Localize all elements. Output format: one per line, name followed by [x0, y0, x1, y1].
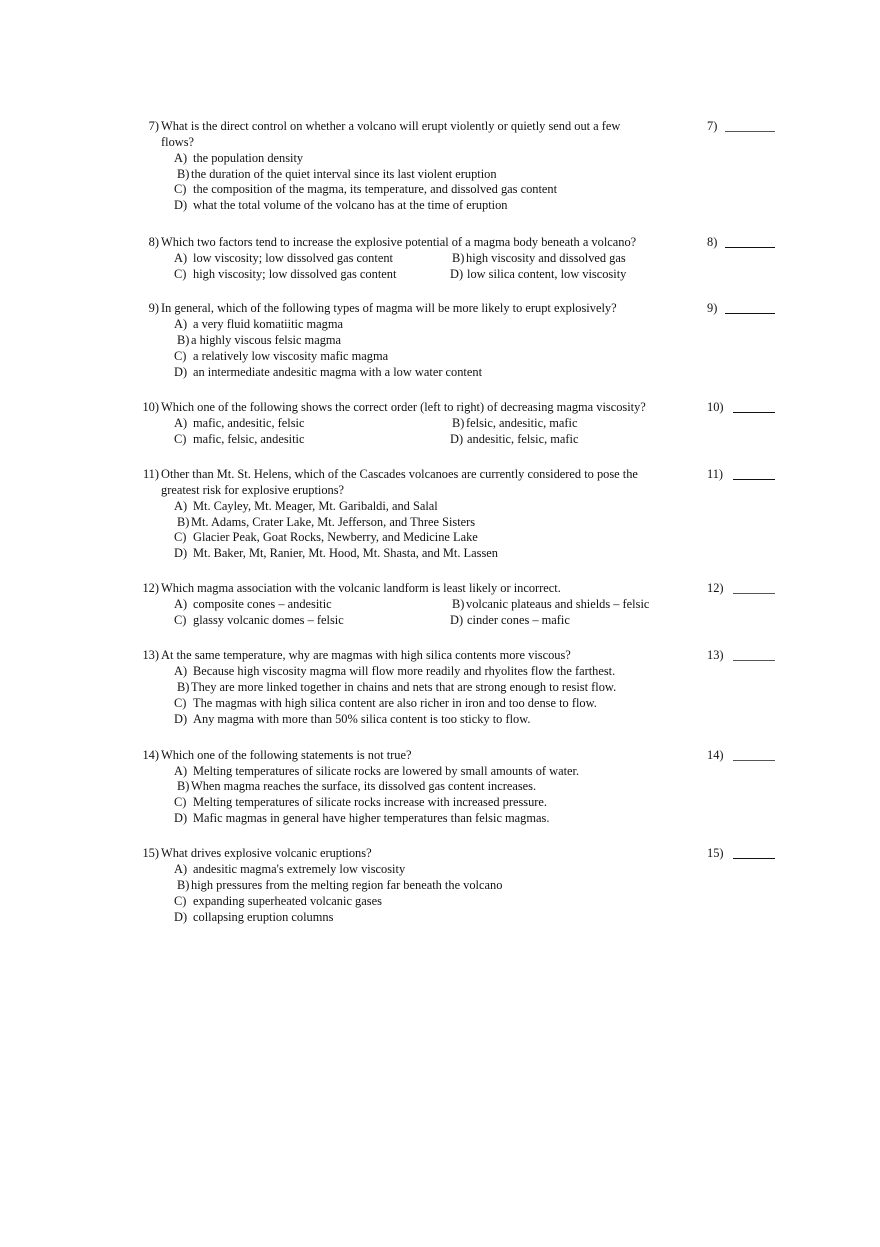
option-letter: B): [177, 167, 190, 181]
option-letter: C): [174, 795, 187, 809]
option-text: Mt. Cayley, Mt. Meager, Mt. Garibaldi, and Salal: [193, 499, 438, 513]
option-text: a very fluid komatiitic magma: [193, 317, 344, 331]
option-text: high viscosity and dissolved gas: [466, 251, 626, 265]
question-number: 12): [142, 581, 159, 595]
option-letter: A): [174, 862, 188, 876]
option-letter: B): [177, 333, 190, 347]
question-stem: In general, which of the following types of magma will be more likely to erupt explosively?: [161, 301, 617, 315]
option-text: volcanic plateaus and shields – felsic: [466, 597, 650, 611]
option-letter: C): [174, 267, 187, 281]
question-stem: What drives explosive volcanic eruptions?: [161, 846, 372, 860]
question-number: 8): [148, 235, 159, 249]
option-text: mafic, andesitic, felsic: [193, 416, 305, 430]
option-text: the composition of the magma, its temperature, and dissolved gas content: [193, 182, 558, 196]
option-letter: A): [174, 664, 188, 678]
question-stem: What is the direct control on whether a volcano will erupt violently or quietly send out a few: [161, 119, 621, 133]
option-letter: D): [174, 365, 188, 379]
option-text: low silica content, low viscosity: [467, 267, 627, 281]
option-letter: C): [174, 696, 187, 710]
option-text: mafic, felsic, andesitic: [193, 432, 305, 446]
option-letter: D): [450, 613, 464, 627]
option-text: glassy volcanic domes – felsic: [193, 613, 344, 627]
question-stem: At the same temperature, why are magmas with high silica contents more viscous?: [161, 648, 571, 662]
option-letter: B): [177, 515, 190, 529]
answer-label: 13): [707, 648, 724, 662]
option-text: expanding superheated volcanic gases: [193, 894, 382, 908]
option-text: a highly viscous felsic magma: [191, 333, 342, 347]
option-text: Glacier Peak, Goat Rocks, Newberry, and Medicine Lake: [193, 530, 478, 544]
answer-blank[interactable]: [733, 479, 775, 480]
option-text: low viscosity; low dissolved gas content: [193, 251, 393, 265]
option-letter: C): [174, 349, 187, 363]
answer-label: 14): [707, 748, 724, 762]
option-text: Melting temperatures of silicate rocks increase with increased pressure.: [193, 795, 548, 809]
option-letter: A): [174, 597, 188, 611]
option-letter: D): [174, 910, 188, 924]
option-letter: B): [177, 680, 190, 694]
option-text: high viscosity; low dissolved gas content: [193, 267, 397, 281]
option-letter: B): [452, 416, 465, 430]
option-text: andesitic magma's extremely low viscosity: [193, 862, 406, 876]
option-text: high pressures from the melting region far beneath the volcano: [191, 878, 503, 892]
question-stem: Which one of the following shows the correct order (left to right) of decreasing magma viscosity?: [161, 400, 646, 414]
question-number: 7): [148, 119, 159, 133]
option-text: collapsing eruption columns: [193, 910, 334, 924]
question-number: 14): [142, 748, 159, 762]
option-text: the population density: [193, 151, 304, 165]
option-letter: C): [174, 432, 187, 446]
answer-blank[interactable]: [733, 760, 775, 761]
answer-blank[interactable]: [725, 247, 775, 248]
question-stem: Which two factors tend to increase the explosive potential of a magma body beneath a volcano?: [161, 235, 637, 249]
option-text: an intermediate andesitic magma with a low water content: [193, 365, 483, 379]
option-letter: A): [174, 499, 188, 513]
option-text: Mafic magmas in general have higher temperatures than felsic magmas.: [193, 811, 550, 825]
question-stem: Which one of the following statements is not true?: [161, 748, 412, 762]
option-letter: D): [450, 432, 464, 446]
option-text: Any magma with more than 50% silica content is too sticky to flow.: [193, 712, 531, 726]
option-text: a relatively low viscosity mafic magma: [193, 349, 389, 363]
option-text: what the total volume of the volcano has at the time of eruption: [193, 198, 508, 212]
option-text: Mt. Baker, Mt, Ranier, Mt. Hood, Mt. Shasta, and Mt. Lassen: [193, 546, 498, 560]
option-letter: D): [174, 546, 188, 560]
answer-label: 11): [707, 467, 724, 481]
answer-blank[interactable]: [725, 313, 775, 314]
question-number: 11): [142, 467, 159, 481]
answer-blank[interactable]: [733, 593, 775, 594]
answer-label: 15): [707, 846, 724, 860]
answer-blank[interactable]: [733, 858, 775, 859]
answer-label: 12): [707, 581, 724, 595]
option-letter: D): [174, 712, 188, 726]
option-letter: C): [174, 530, 187, 544]
option-text: composite cones – andesitic: [193, 597, 332, 611]
question-stem: Which magma association with the volcanic landform is least likely or incorrect.: [161, 581, 561, 595]
question-number: 13): [142, 648, 159, 662]
answer-label: 10): [707, 400, 724, 414]
option-letter: D): [174, 198, 188, 212]
option-text: Mt. Adams, Crater Lake, Mt. Jefferson, and Three Sisters: [191, 515, 476, 529]
question-number: 15): [142, 846, 159, 860]
answer-label: 8): [707, 235, 718, 249]
option-text: When magma reaches the surface, its dissolved gas content increases.: [191, 779, 537, 793]
option-letter: B): [177, 779, 190, 793]
option-text: Melting temperatures of silicate rocks are lowered by small amounts of water.: [193, 764, 580, 778]
question-stem-continued: greatest risk for explosive eruptions?: [161, 483, 345, 497]
option-letter: B): [452, 597, 465, 611]
answer-blank[interactable]: [733, 412, 775, 413]
option-letter: B): [452, 251, 465, 265]
option-text: They are more linked together in chains and nets that are strong enough to resist flow.: [191, 680, 617, 694]
option-text: the duration of the quiet interval since its last violent eruption: [191, 167, 497, 181]
answer-blank[interactable]: [725, 131, 775, 132]
option-text: felsic, andesitic, mafic: [466, 416, 578, 430]
answer-label: 9): [707, 301, 718, 315]
option-letter: C): [174, 894, 187, 908]
option-text: cinder cones – mafic: [467, 613, 570, 627]
answer-blank[interactable]: [733, 660, 775, 661]
option-letter: C): [174, 613, 187, 627]
question-number: 9): [148, 301, 159, 315]
question-stem: Other than Mt. St. Helens, which of the Cascades volcanoes are currently considered to pose the: [161, 467, 638, 481]
option-text: The magmas with high silica content are also richer in iron and too dense to flow.: [193, 696, 597, 710]
option-text: Because high viscosity magma will flow more readily and rhyolites flow the farthest.: [193, 664, 616, 678]
option-letter: A): [174, 151, 188, 165]
option-text: andesitic, felsic, mafic: [467, 432, 579, 446]
option-letter: B): [177, 878, 190, 892]
option-letter: A): [174, 764, 188, 778]
option-letter: A): [174, 416, 188, 430]
option-letter: C): [174, 182, 187, 196]
option-letter: A): [174, 317, 188, 331]
option-letter: A): [174, 251, 188, 265]
answer-label: 7): [707, 119, 718, 133]
option-letter: D): [174, 811, 188, 825]
question-stem-continued: flows?: [161, 135, 195, 149]
option-letter: D): [450, 267, 464, 281]
question-number: 10): [142, 400, 159, 414]
